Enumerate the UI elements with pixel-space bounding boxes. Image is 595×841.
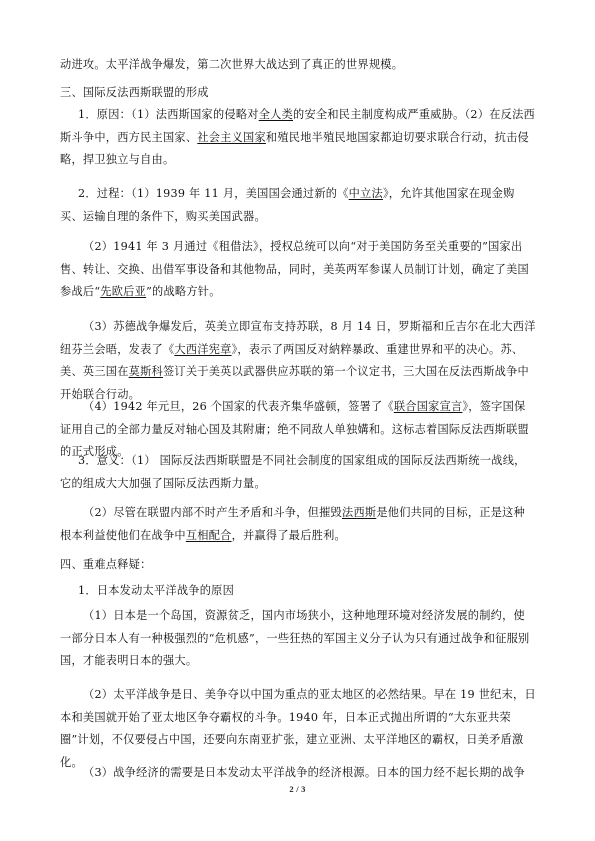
text: 》，表示了两国反对納粹暴政、重建世界和平的决心。苏、美、英三国在	[60, 342, 524, 379]
paragraph-process-3	[60, 316, 536, 406]
text: 是他们共同的目标，正是这种根本利益使他们在战争中	[60, 506, 526, 542]
paragraph-significance-1	[60, 450, 536, 495]
text: 》，签字国保证用自己的全部力量反对轴心国及其附庸；绝不同敌人单独媾和。这标志着国际反法西斯联盟的正式形成。	[60, 400, 529, 459]
text: 的安全和民主制度构成严重威胁。（2）在反法西斯斗争中，西方民主国家、	[60, 108, 535, 144]
underlined-term: 法西斯	[342, 506, 377, 519]
text: 》，允许其他国家在现金购买、运输自理的条件下，购买美国武器。	[60, 187, 515, 223]
text: 1．原因：（1）法西斯国家的侵略对	[78, 108, 259, 121]
text: 3．意义：（1） 国际反法西斯联盟是不同社会制度的国家组成的国际反法西斯统一战线，它的组成大大加强了国际反法西斯力量。	[60, 454, 526, 490]
text: （3）战争经济的需要是日本发动太平洋战争的经济根源。日本的国力经不起长期的战争	[83, 766, 525, 779]
underlined-term: 先欧后亚	[100, 285, 147, 299]
text: （1）日本是一个岛国，资源贫乏，国内市场狭小，这种地理环境对经济发展的制约，使一部分日本人有一种极强烈的“危机感”，一些狂热的军国主义分子认为只有通过战争和征服别国，才能表明日本的强大。	[60, 609, 530, 668]
text: （2）尽管在联盟内部不时产生矛盾和斗争，但摧毁	[83, 506, 342, 519]
paragraph-reason-2	[60, 684, 536, 774]
underlined-term: 互相配合	[185, 528, 232, 542]
text: ”的战略方针。	[146, 285, 221, 299]
text: 和殖民地半殖民地国家都迫切要求联合行动，抗击侵略，捍卫独立与自由。	[60, 130, 529, 167]
text: （4）1942 年元旦，26 个国家的代表齐集华盛顿，签署了《	[83, 400, 394, 413]
text: （3）苏德战争爆发后，英美立即宣布支持苏联，8 月 14 日，罗斯福和丘吉尔在北大西洋纽芬兰会晤，发表了《	[60, 320, 536, 356]
paragraph-reason-1	[60, 605, 536, 673]
heading-text: 四、重难点释疑：	[60, 558, 152, 571]
text: 动进攻。太平洋战争爆发，第二次世界大战达到了真正的世界规模。	[60, 58, 404, 71]
heading-text: 1．日本发动太平洋战争的原因	[78, 584, 235, 597]
subheading-japan-causes	[60, 580, 536, 603]
section-heading-3	[60, 82, 536, 105]
underlined-term: 联合国家宣言	[393, 400, 463, 413]
paragraph-reason-3	[60, 762, 536, 785]
underlined-term: 莫斯科	[128, 365, 163, 379]
text: （2）太平洋战争是日、美争夺以中国为重点的亚太地区的必然结果。早在 19 世纪末，日本和美国就开始了亚太地区争夺霸权的斗争。1940 年，日本正式抛出所谓的“大东亚共荣圈”计划，不仅要侵占中国，还要向东南亚扩张，建立亚洲、太平洋地区的霸权，日美矛盾激化。	[60, 688, 536, 769]
text: 2．过程：（1）1939 年 11 月，美国国会通过新的《	[78, 187, 349, 200]
underlined-term: 社会主义国家	[197, 130, 266, 144]
section-heading-4	[60, 554, 536, 577]
text: ，并赢得了最后胜利。	[231, 528, 346, 542]
paragraph-process-2	[60, 236, 536, 304]
underlined-term: 大西洋宪章	[174, 342, 232, 356]
paragraph-process-1	[60, 183, 536, 228]
paragraph-cause	[60, 104, 536, 172]
underlined-term: 中立法	[348, 187, 383, 200]
underlined-term: 全人类	[258, 108, 294, 121]
heading-text: 三、国际反法西斯联盟的形成	[60, 86, 209, 99]
page-number: 2 / 3	[289, 784, 306, 794]
paragraph-war-scale	[60, 54, 536, 77]
text: 签订关于美英以武器供应苏联的第一个议定书，三大国在反法西斯战争中开始联合行动。	[60, 365, 529, 401]
paragraph-significance-2	[60, 502, 536, 547]
text: （2）1941 年 3 月通过《租借法》，授权总统可以向“对于美国防务至关重要的”国家出售、转让、交换、出借军事设备和其他物品，同时，美英两军参谋人员制订计划，确定了美国参战后“	[60, 240, 529, 299]
